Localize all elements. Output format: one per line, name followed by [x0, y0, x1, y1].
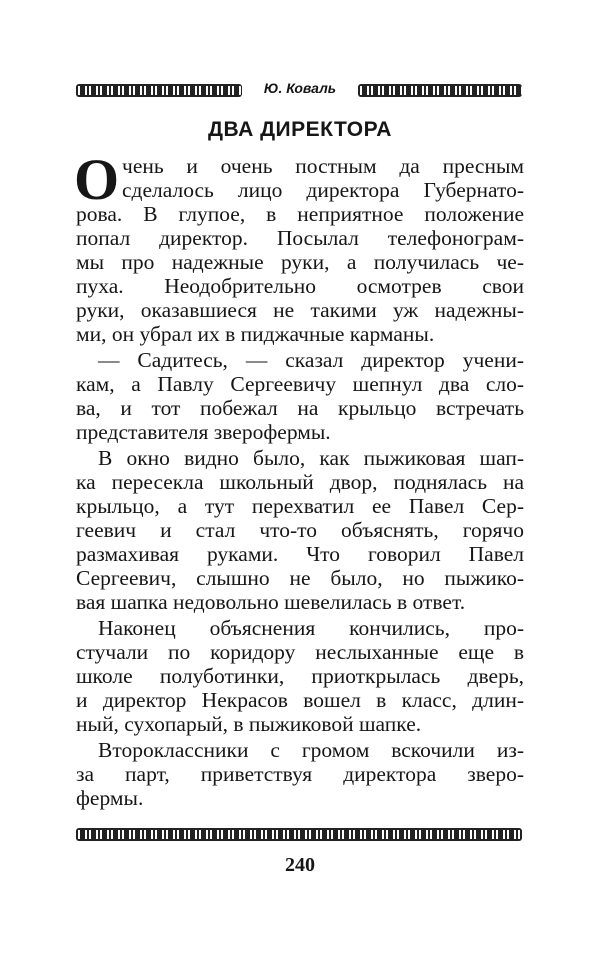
- paragraph: [76, 348, 524, 444]
- text-line: — Садитесь, — сказал директор учени-: [98, 348, 524, 372]
- text-line: пуха. Неодобрительно осмотрев свои: [76, 274, 524, 298]
- text-line: крыльцо, а тут перехватил ее Павел Сер-: [76, 494, 524, 518]
- footer-ornament: [76, 828, 522, 841]
- text-line: ка пересекла школьный двор, поднялась на: [76, 470, 524, 494]
- text-line: мы про надежные руки, а получилась че-: [76, 250, 524, 274]
- drop-cap: О: [74, 147, 120, 212]
- paragraph: [76, 616, 524, 736]
- text-line: Второклассники с громом вскочили из-: [98, 738, 524, 762]
- chapter-title: ДВА ДИРЕКТОРА: [208, 118, 392, 141]
- paragraph: [74, 147, 524, 346]
- text-line: чень и очень постным да пресным: [122, 154, 524, 178]
- header-ornament-right: [358, 84, 522, 97]
- text-line: размахивая руками. Что говорил Павел: [76, 542, 524, 566]
- paragraph: [76, 446, 524, 614]
- text-line: ва, и тот побежал на крыльцо встречать: [76, 396, 524, 420]
- text-line: Наконец объяснения кончились, про-: [98, 616, 524, 640]
- text-line: попал директор. Посылал телефонограм-: [76, 226, 524, 250]
- header-ornament-left: [76, 84, 242, 97]
- text-line: Сергеевич, слышно не было, но пыжико-: [76, 566, 524, 590]
- running-head: Ю. Коваль: [263, 80, 337, 96]
- text-line: и директор Некрасов вошел в класс, длин-: [76, 688, 524, 712]
- text-line: вая шапка недовольно шевелилась в ответ.: [76, 590, 466, 614]
- text-line: стучали по коридору неслыханные еще в: [76, 640, 524, 664]
- paragraphs: [74, 147, 524, 810]
- body-text: [74, 147, 524, 812]
- paragraph: [76, 738, 524, 810]
- text-line: В окно видно было, как пыжиковая шап-: [98, 446, 524, 470]
- text-line: геевич и стал что-то объяснять, горячо: [76, 518, 524, 542]
- text-line: ный, сухопарый, в пыжиковой шапке.: [76, 712, 422, 736]
- page-number: 240: [285, 854, 315, 876]
- text-line: руки, оказавшиеся не такими уж надежны-: [76, 298, 524, 322]
- text-line: фермы.: [76, 786, 144, 810]
- text-line: рова. В глупое, в неприятное положение: [76, 202, 524, 226]
- text-line: школе полуботинки, приоткрылась дверь,: [76, 664, 524, 688]
- text-line: сделалось лицо директора Губернато-: [122, 178, 524, 202]
- text-line: представителя зверофермы.: [76, 420, 331, 444]
- text-line: за парт, приветствуя директора зверо-: [76, 762, 524, 786]
- text-line: кам, а Павлу Сергеевичу шепнул два сло-: [76, 372, 524, 396]
- text-line: ми, он убрал их в пиджачные карманы.: [76, 322, 435, 346]
